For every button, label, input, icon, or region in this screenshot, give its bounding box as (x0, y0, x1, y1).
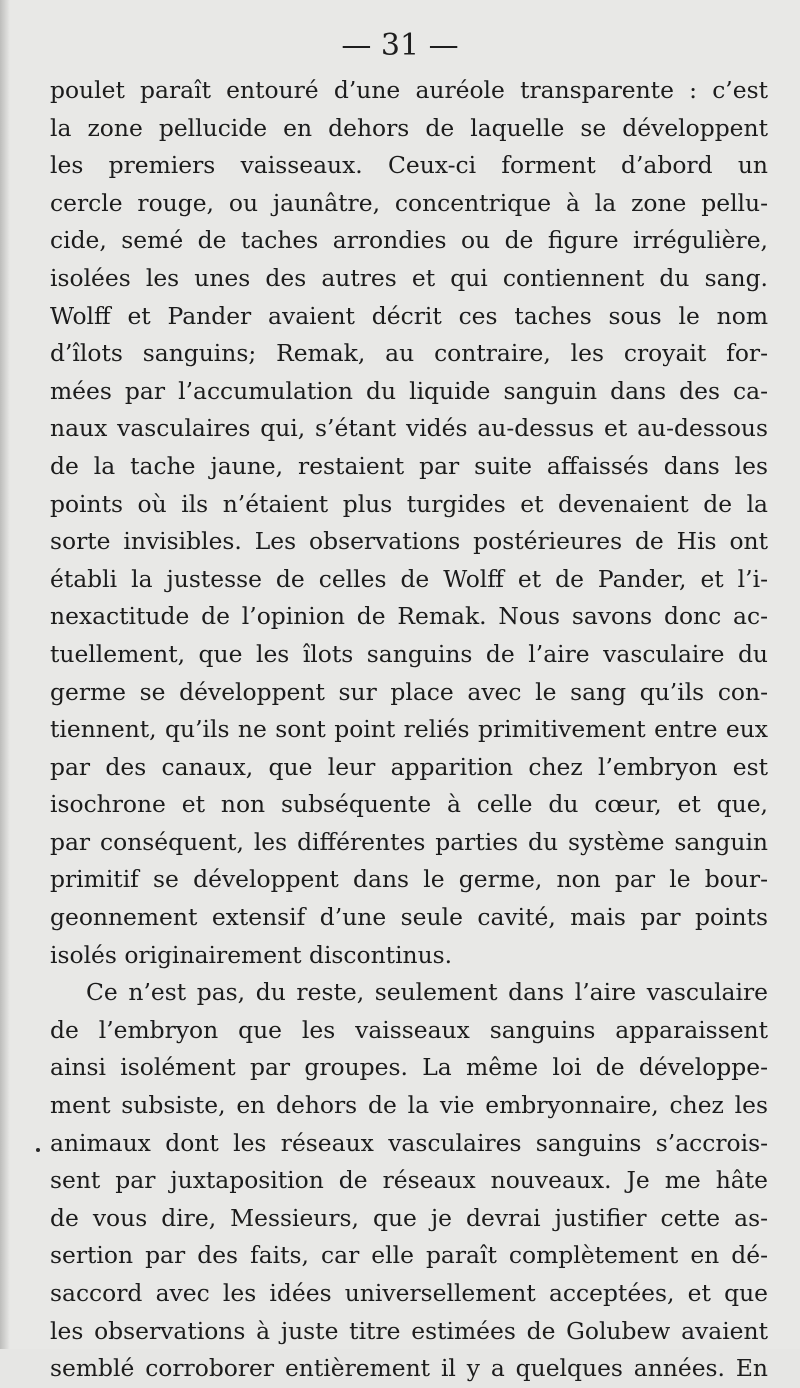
text-line: poulet paraît entouré d’une auréole transparente : c’est (50, 76, 768, 104)
text-line: tuellement, que les îlots sanguins de l’aire vasculaire du (50, 639, 768, 668)
text-line: sorte invisibles. Les observations postérieures de His ont (50, 527, 768, 556)
text-line: points où ils n’étaient plus turgides et devenaient de la (50, 489, 768, 518)
text-line: les observations à juste titre estimées de Golubew avaient (50, 1316, 768, 1345)
text-line: animaux dont les réseaux vasculaires sanguins s’accrois- (50, 1128, 768, 1157)
text-line: sent par juxtaposition de réseaux nouveaux. Je me hâte (50, 1166, 768, 1195)
text-line: de l’embryon que les vaisseaux sanguins apparaissent (50, 1015, 768, 1044)
text-line: ment subsiste, en dehors de la vie embryonnaire, chez les (50, 1091, 768, 1120)
text-line: cercle rouge, ou jaunâtre, concentrique à la zone pellu- (50, 188, 768, 217)
text-line: cide, semé de taches arrondies ou de figure irrégulière, (50, 226, 768, 255)
text-line: de vous dire, Messieurs, que je devrai justifier cette as- (50, 1203, 768, 1232)
paragraph-2 (50, 974, 768, 1388)
text-line: d’îlots sanguins; Remak, au contraire, les croyait for- (50, 339, 768, 368)
text-line: tiennent, qu’ils ne sont point reliés primitivement entre eux (50, 715, 768, 744)
text-line: de la tache jaune, restaient par suite affaissés dans les (50, 451, 768, 480)
text-line: Ce n’est pas, du reste, seulement dans l’aire vasculaire (86, 978, 768, 1007)
text-line: sertion par des faits, car elle paraît complètement en dé- (50, 1241, 768, 1270)
ink-speck (36, 1148, 40, 1152)
text-line: primitif se développent dans le germe, non par le bour- (50, 865, 768, 894)
text-line: établi la justesse de celles de Wolff et de Pander, et l’i- (50, 564, 768, 593)
body-text (50, 72, 768, 1388)
text-line: geonnement extensif d’une seule cavité, mais par points (50, 903, 768, 932)
text-line: les premiers vaisseaux. Ceux-ci forment d’abord un (50, 151, 768, 180)
page-number: — 31 — (341, 28, 459, 63)
text-line: naux vasculaires qui, s’étant vidés au-dessus et au-dessous (50, 414, 768, 443)
text-line: semblé corroborer entièrement il y a quelques années. En (50, 1354, 768, 1383)
paragraph-1 (50, 72, 768, 974)
text-line: par des canaux, que leur apparition chez l’embryon est (50, 752, 768, 781)
text-line: germe se développent sur place avec le sang qu’ils con- (50, 677, 768, 706)
text-line: nexactitude de l’opinion de Remak. Nous savons donc ac- (50, 602, 768, 631)
page-edge-shadow (0, 0, 10, 1349)
text-line: la zone pellucide en dehors de laquelle se développent (50, 113, 768, 142)
text-line: Wolff et Pander avaient décrit ces taches sous le nom (50, 301, 768, 330)
text-line: ainsi isolément par groupes. La même loi de développe- (50, 1053, 768, 1082)
text-line: par conséquent, les différentes parties du système sanguin (50, 827, 768, 856)
text-line: saccord avec les idées universellement acceptées, et que (50, 1279, 768, 1307)
text-line: isochrone et non subséquente à celle du cœur, et que, (50, 790, 768, 819)
text-line: mées par l’accumulation du liquide sanguin dans des ca- (50, 376, 768, 405)
text-line: isolées les unes des autres et qui contiennent du sang. (50, 263, 768, 292)
text-line: isolés originairement discontinus. (50, 940, 453, 969)
